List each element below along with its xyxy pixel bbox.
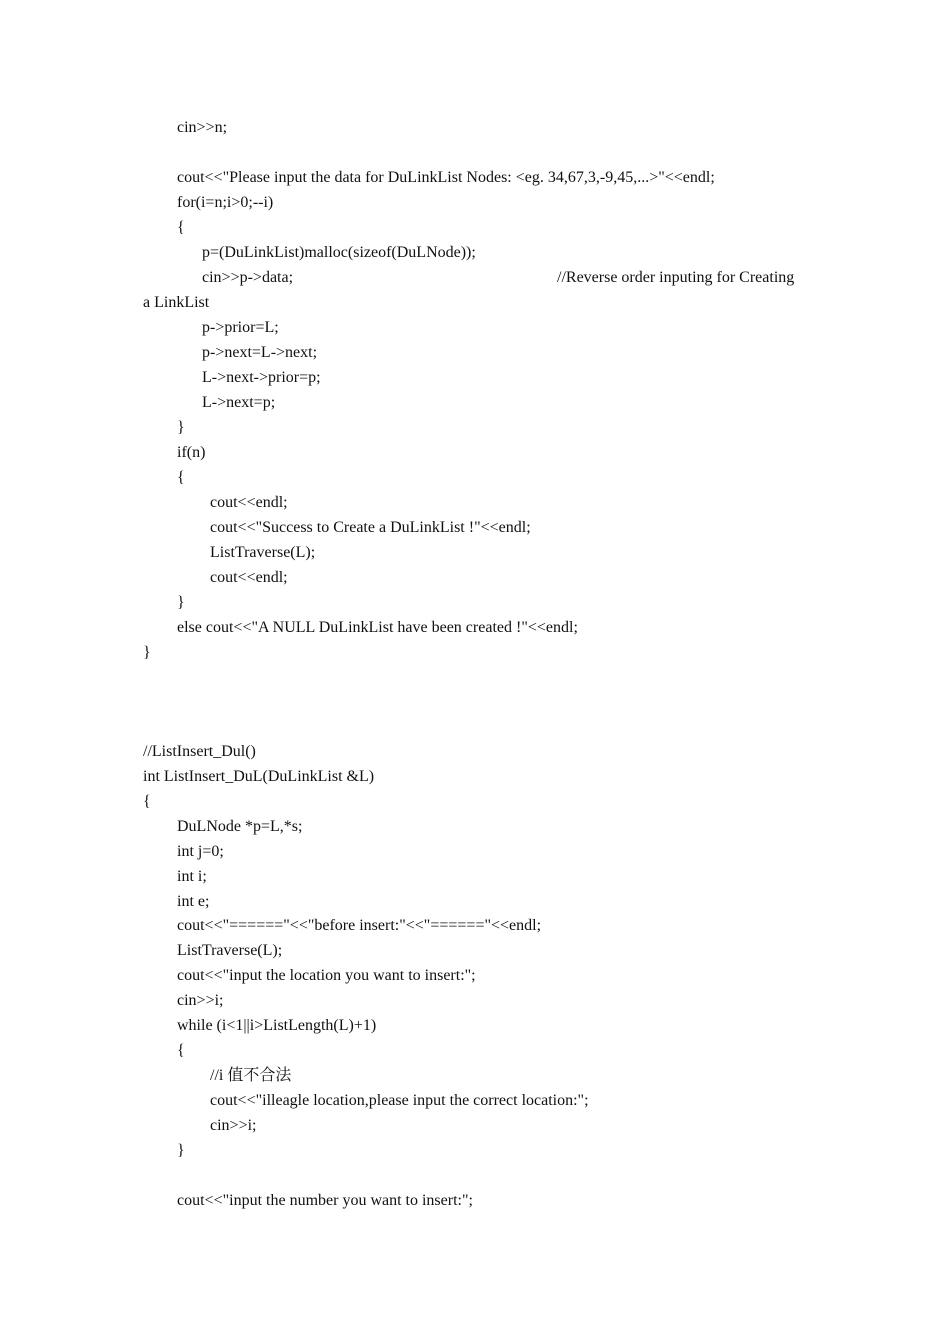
code-line: {	[177, 219, 185, 236]
code-line: {	[177, 1042, 185, 1059]
code-line: {	[177, 469, 185, 486]
code-line: }	[177, 594, 185, 611]
code-line: L->next=p;	[202, 394, 276, 411]
code-comment-continuation: a LinkList	[143, 294, 210, 311]
code-line: cout<<"illeagle location,please input the correct location:";	[210, 1092, 589, 1109]
code-line: }	[177, 1142, 185, 1159]
function-signature: int ListInsert_DuL(DuLinkList &L)	[143, 768, 375, 785]
code-comment: //ListInsert_Dul()	[143, 743, 256, 760]
code-line: else cout<<"A NULL DuLinkList have been created !"<<endl;	[177, 619, 578, 636]
code-line: ListTraverse(L);	[177, 942, 283, 959]
code-line: DuLNode *p=L,*s;	[177, 818, 303, 835]
code-line: p->prior=L;	[202, 319, 279, 336]
code-line: cin>>i;	[177, 992, 224, 1009]
code-line: cin>>p->data;	[202, 269, 294, 286]
code-line: cout<<endl;	[210, 494, 288, 511]
code-line: cout<<endl;	[210, 569, 288, 586]
code-line: int e;	[177, 893, 210, 910]
code-line: ListTraverse(L);	[210, 544, 316, 561]
code-line: }	[143, 644, 151, 661]
code-line: cout<<"input the location you want to insert:";	[177, 967, 476, 984]
code-line: cout<<"Success to Create a DuLinkList !"<<endl;	[210, 519, 531, 536]
code-comment: //i 值不合法	[210, 1067, 292, 1084]
code-line: {	[143, 793, 151, 810]
code-line: p=(DuLinkList)malloc(sizeof(DuLNode));	[202, 244, 476, 261]
code-line: cin>>n;	[177, 119, 228, 136]
code-line: }	[177, 419, 185, 436]
code-line: for(i=n;i>0;--i)	[177, 194, 274, 211]
code-line: int i;	[177, 868, 207, 885]
code-line: while (i<1||i>ListLength(L)+1)	[177, 1017, 377, 1034]
code-line: p->next=L->next;	[202, 344, 318, 361]
code-line: cout<<"======"<<"before insert:"<<"======"<<endl;	[177, 917, 542, 934]
code-line: cout<<"input the number you want to insert:";	[177, 1192, 473, 1209]
code-line: cout<<"Please input the data for DuLinkList Nodes: <eg. 34,67,3,-9,45,...>"<<endl;	[177, 169, 715, 186]
code-line: cin>>i;	[210, 1117, 257, 1134]
code-line: L->next->prior=p;	[202, 369, 321, 386]
code-line: int j=0;	[177, 843, 224, 860]
code-line: if(n)	[177, 444, 206, 461]
code-comment: //Reverse order inputing for Creating	[557, 269, 795, 286]
